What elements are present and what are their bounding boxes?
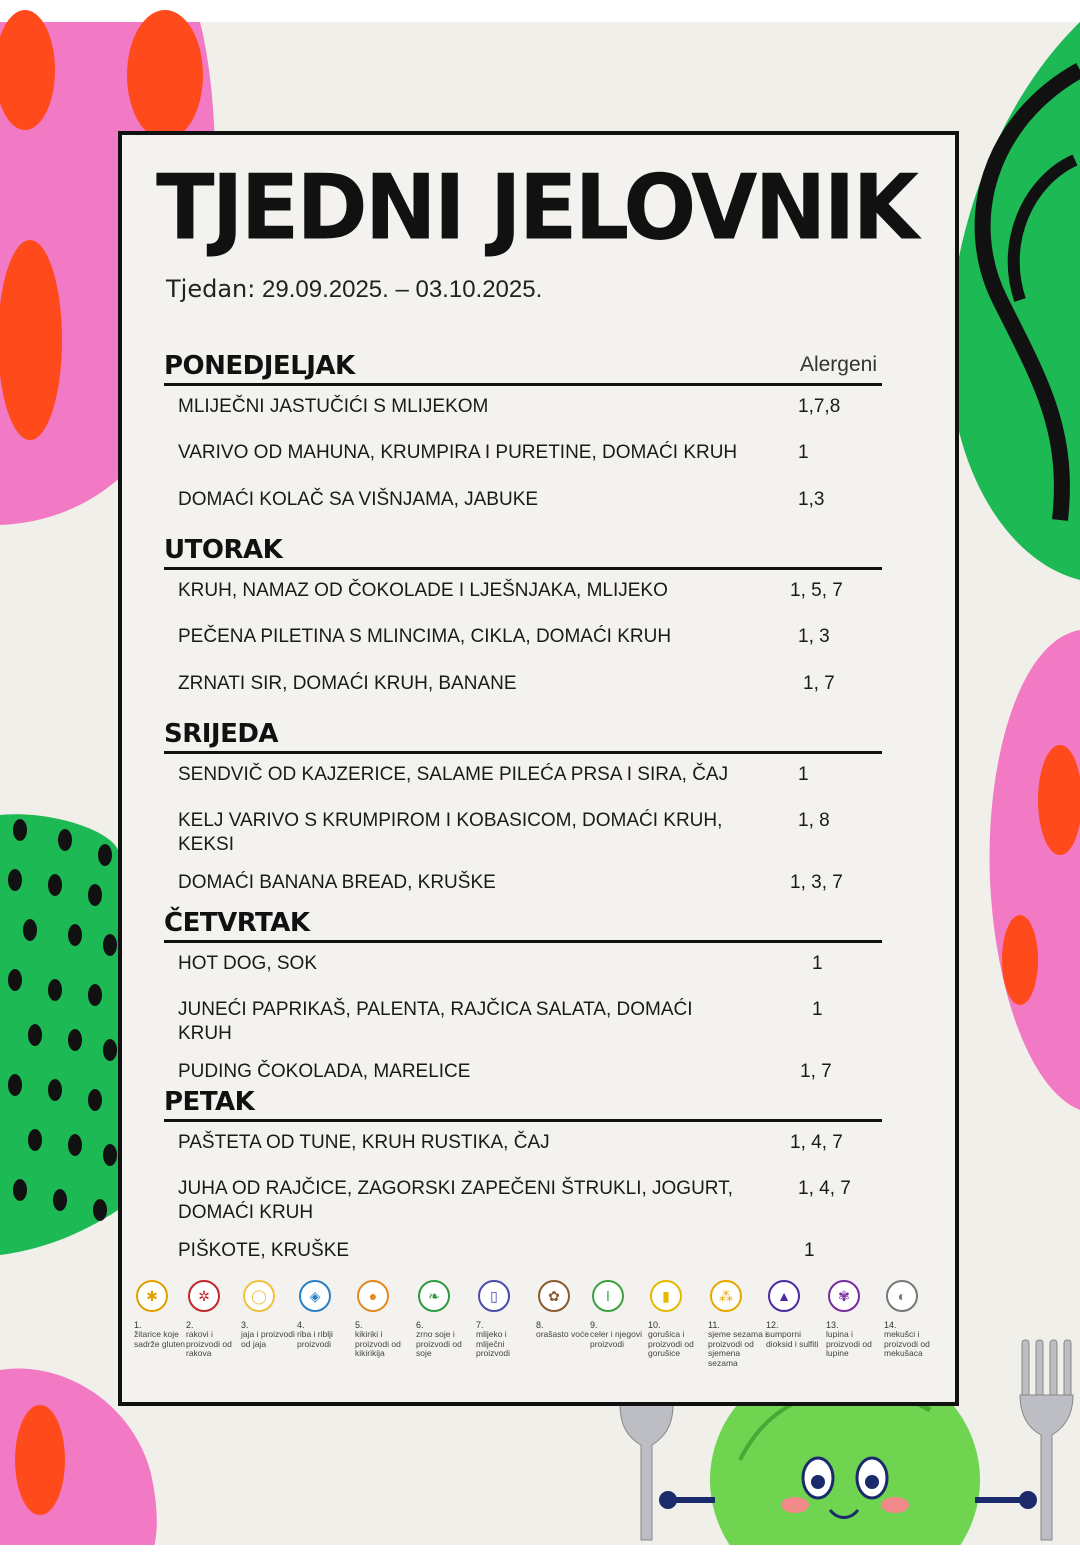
wheat-icon: ✱ — [136, 1280, 168, 1312]
legend-item: ▯ 7. mlijeko i mliječni proizvodi — [476, 1280, 536, 1359]
legend-item: ✿ 8. orašasto voće — [536, 1280, 596, 1340]
week-label: Tjedan: — [166, 275, 256, 303]
legend-item: ▮ 10. gorušica i proizvodi od gorušice — [648, 1280, 708, 1359]
soy-icon: ❧ — [418, 1280, 450, 1312]
meal-allergens: 1, 3 — [798, 626, 830, 647]
meal-name: MLIJEČNI JASTUČIĆI S MLIJEKOM — [178, 396, 489, 417]
meal-allergens: 1 — [798, 764, 809, 785]
meal-row — [178, 672, 868, 696]
meal-name: DOMAĆI BANANA BREAD, KRUŠKE — [178, 872, 496, 893]
meal-row — [178, 579, 868, 603]
meal-allergens: 1, 7 — [803, 673, 835, 694]
legend-item: ◐ 14. mekušci i proizvodi od mekušaca — [884, 1280, 944, 1359]
meal-name: PIŠKOTE, KRUŠKE — [178, 1240, 350, 1261]
meal-row — [178, 871, 868, 895]
allergens-header: Alergeni — [799, 353, 877, 376]
meal-name: PEČENA PILETINA S MLINCIMA, CIKLA, DOMAĆI KRUH — [178, 626, 672, 647]
day-divider — [164, 751, 882, 754]
milk-icon: ▯ — [478, 1280, 510, 1312]
meal-allergens: 1 — [812, 953, 823, 974]
day-divider — [164, 940, 882, 943]
day-name: PONEDJELJAK — [164, 351, 355, 381]
meal-name: JUHA OD RAJČICE, ZAGORSKI ZAPEČENI ŠTRUKLI, JOGURT, DOMAĆI KRUH — [178, 1178, 733, 1223]
meal-name: JUNEĆI PAPRIKAŠ, PALENTA, RAJČICA SALATA, DOMAĆI KRUH — [178, 999, 693, 1044]
meal-row — [178, 488, 868, 512]
meal-name: PUDING ČOKOLADA, MARELICE — [178, 1061, 471, 1082]
allergen-legend — [134, 1280, 964, 1390]
fish-icon: ◈ — [299, 1280, 331, 1312]
day-name: UTORAK — [164, 535, 283, 565]
peanut-icon: ● — [357, 1280, 389, 1312]
day-section-tuesday — [164, 535, 882, 694]
menu-card — [118, 131, 959, 1406]
meal-name: VARIVO OD MAHUNA, KRUMPIRA I PURETINE, DOMAĆI KRUH — [178, 442, 738, 463]
meal-allergens: 1 — [798, 442, 809, 463]
meal-row — [178, 1239, 868, 1263]
day-divider — [164, 1119, 882, 1122]
week-dates: 29.09.2025. – 03.10.2025. — [262, 276, 543, 303]
crab-icon: ✲ — [188, 1280, 220, 1312]
day-name: PETAK — [164, 1087, 255, 1117]
meal-name: KELJ VARIVO S KRUMPIROM I KOBASICOM, DOMAĆI KRUH, KEKSI — [178, 810, 723, 855]
meal-row — [178, 1131, 868, 1155]
meal-row — [178, 441, 868, 465]
meal-row — [178, 395, 868, 419]
mollusc-icon: ◐ — [886, 1280, 918, 1312]
meal-name: ZRNATI SIR, DOMAĆI KRUH, BANANE — [178, 673, 517, 694]
egg-icon: ◯ — [243, 1280, 275, 1312]
meal-name: PAŠTETA OD TUNE, KRUH RUSTIKA, ČAJ — [178, 1132, 550, 1153]
day-divider — [164, 567, 882, 570]
meal-allergens: 1, 4, 7 — [798, 1178, 851, 1199]
meal-allergens: 1,7,8 — [798, 396, 841, 417]
meal-allergens: 1, 7 — [800, 1061, 832, 1082]
day-section-thursday — [164, 908, 882, 1082]
nut-icon: ✿ — [538, 1280, 570, 1312]
legend-item: ✾ 13. lupina i proizvodi od lupine — [826, 1280, 886, 1359]
legend-item: ❧ 6. zrno soje i proizvodi od soje — [416, 1280, 476, 1359]
legend-item: ✲ 2. rakovi i proizvodi od rakova — [186, 1280, 246, 1359]
legend-item: ◯ 3. jaja i proizvodi od jaja — [241, 1280, 301, 1349]
meal-allergens: 1, 4, 7 — [790, 1132, 843, 1153]
day-section-wednesday — [164, 719, 882, 893]
meal-allergens: 1, 8 — [798, 810, 830, 831]
legend-item: ǀ 9. celer i njegovi proizvodi — [590, 1280, 650, 1349]
meal-name: KRUH, NAMAZ OD ČOKOLADE I LJEŠNJAKA, MLIJEKO — [178, 580, 668, 601]
legend-item: ▲ 12. sumporni dioksid i sulfiti — [766, 1280, 826, 1349]
meal-row — [178, 998, 868, 1046]
meal-allergens: 1, 3, 7 — [790, 872, 843, 893]
page-title: TJEDNI JELOVNIK — [156, 155, 917, 261]
legend-item: ⁂ 11. sjeme sezama i proizvodi od sjemena sezama — [708, 1280, 768, 1368]
meal-allergens: 1 — [804, 1240, 815, 1261]
celery-icon: ǀ — [592, 1280, 624, 1312]
meal-allergens: 1, 5, 7 — [790, 580, 843, 601]
legend-item: ◈ 4. riba i riblji proizvodi — [297, 1280, 357, 1349]
day-divider — [164, 383, 882, 386]
meal-name: SENDVIČ OD KAJZERICE, SALAME PILEĆA PRSA I SIRA, ČAJ — [178, 764, 729, 785]
meal-row — [178, 1177, 868, 1225]
meal-row — [178, 1060, 868, 1084]
day-section-monday — [164, 351, 882, 510]
legend-item: ● 5. kikiriki i proizvodi od kikirikija — [355, 1280, 415, 1359]
meal-row — [178, 625, 868, 649]
meal-row — [178, 952, 868, 976]
meal-name: HOT DOG, SOK — [178, 953, 318, 974]
sulphite-icon: ▲ — [768, 1280, 800, 1312]
meal-row — [178, 763, 868, 787]
mustard-icon: ▮ — [650, 1280, 682, 1312]
lupin-icon: ✾ — [828, 1280, 860, 1312]
meal-row — [178, 809, 868, 857]
sesame-icon: ⁂ — [710, 1280, 742, 1312]
meal-allergens: 1 — [812, 999, 823, 1020]
week-range — [166, 275, 542, 304]
meal-name: DOMAĆI KOLAČ SA VIŠNJAMA, JABUKE — [178, 489, 539, 510]
day-section-friday — [164, 1087, 882, 1261]
day-name: SRIJEDA — [164, 719, 279, 749]
legend-item: ✱ 1. žitarice koje sadrže gluten — [134, 1280, 194, 1349]
meal-allergens: 1,3 — [798, 489, 825, 510]
day-name: ČETVRTAK — [164, 908, 310, 938]
